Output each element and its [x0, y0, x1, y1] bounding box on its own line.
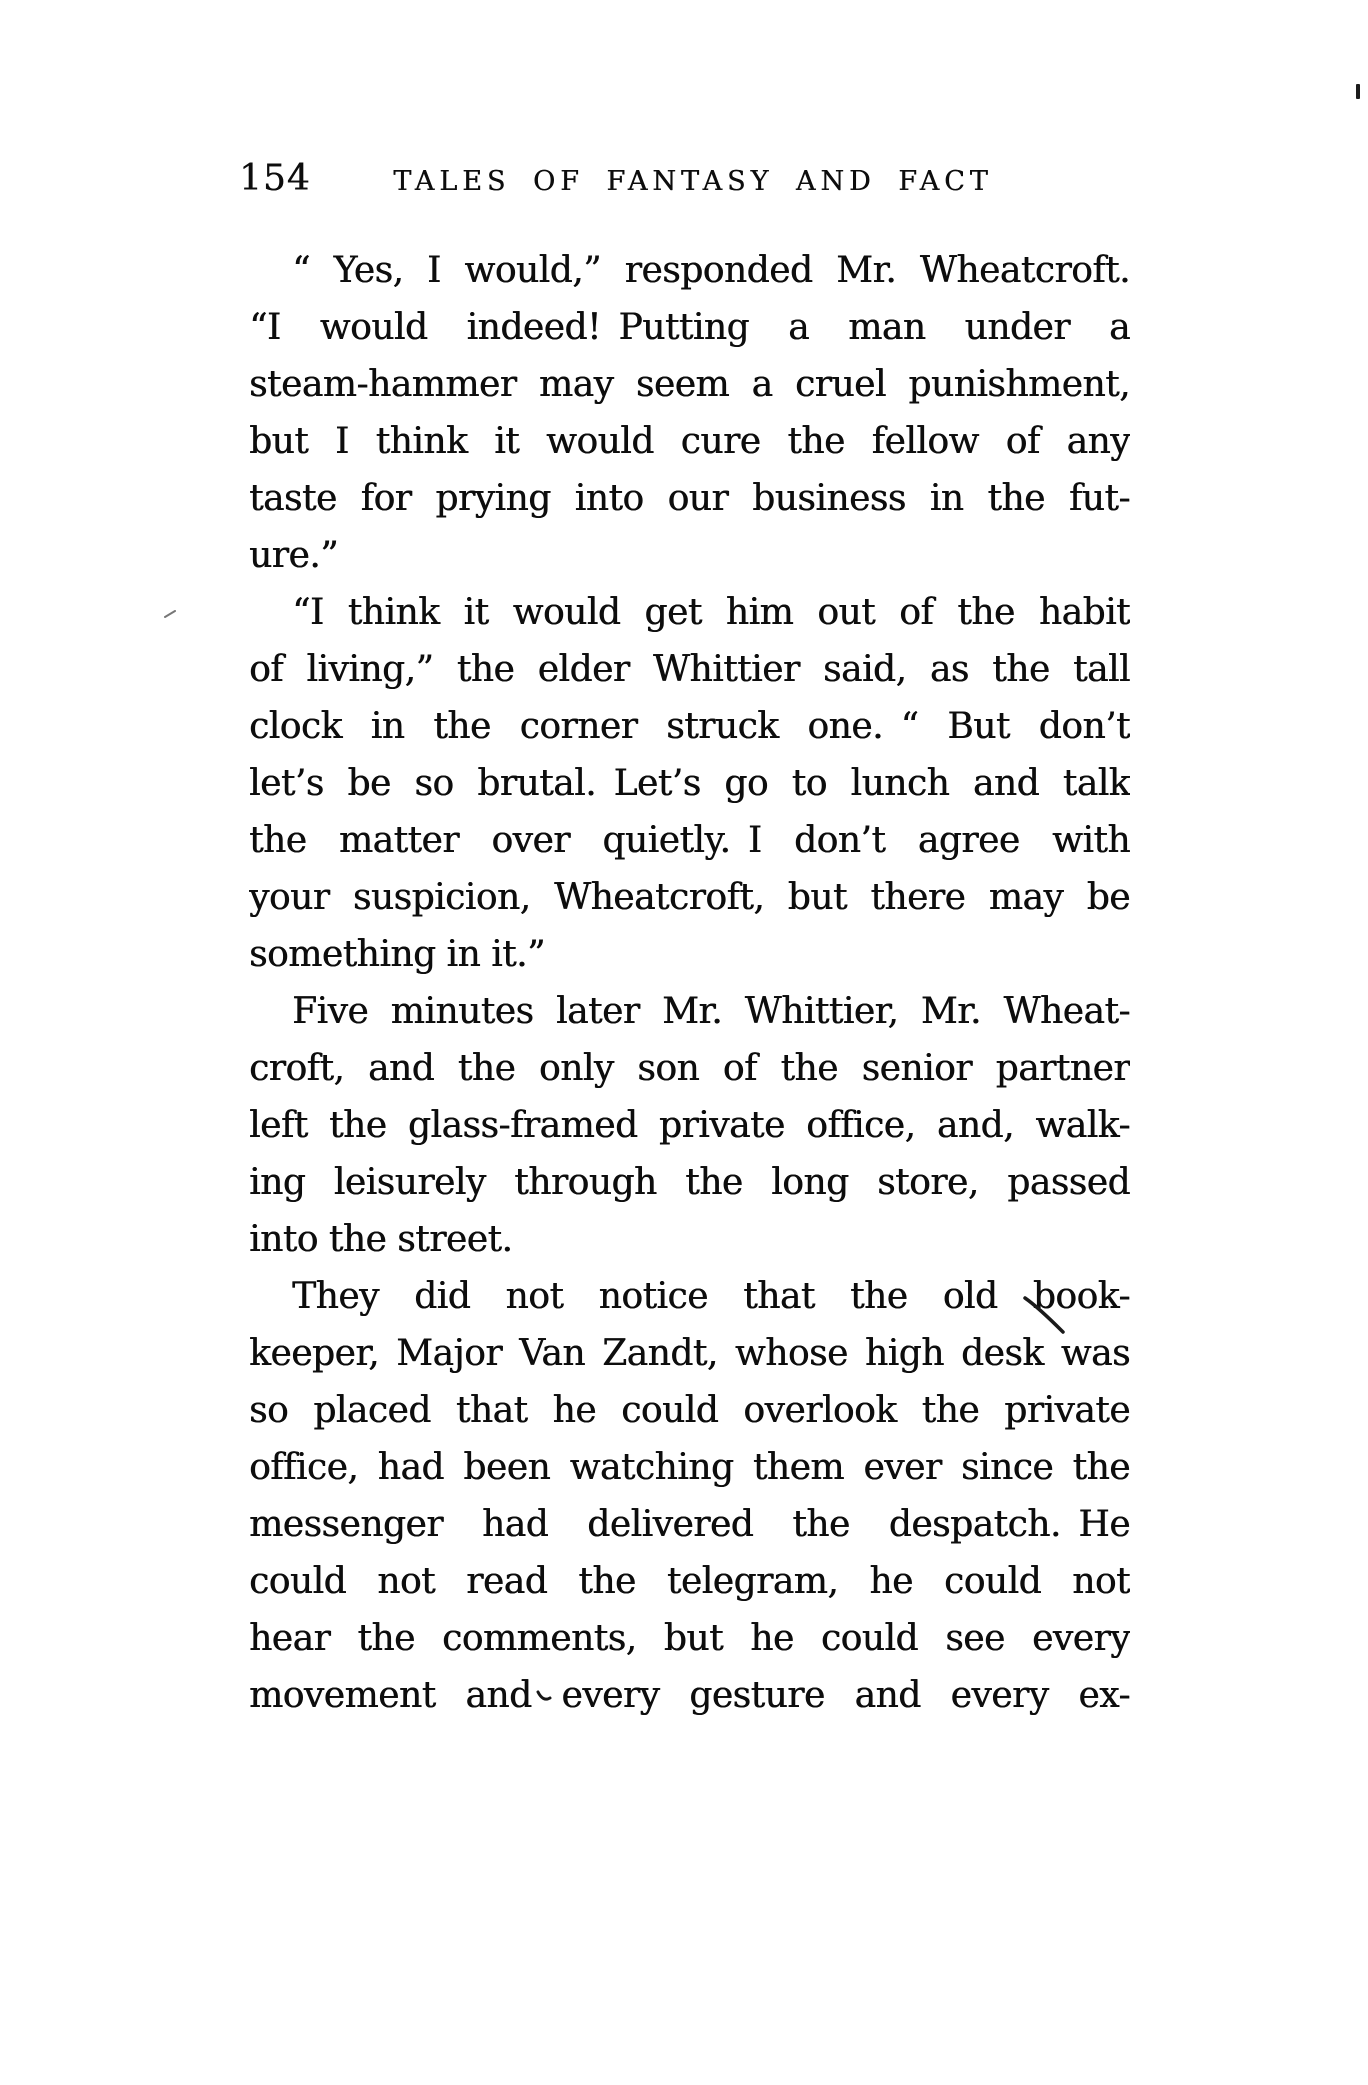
- margin-tick-artifact: [163, 609, 177, 619]
- text-line: your suspicion, Wheatcroft, but there may be: [249, 877, 1130, 918]
- text-line: “ Yes, I would,” responded Mr. Wheatcroft.: [292, 250, 1130, 291]
- text-line: steam-hammer may seem a cruel punishment,: [249, 364, 1130, 405]
- body-text-block: [249, 242, 1130, 1724]
- text-line: something in it.”: [249, 934, 545, 975]
- text-line: ure.”: [249, 535, 339, 576]
- text-line: clock in the corner struck one. “ But don’t: [249, 706, 1130, 747]
- text-line: ing leisurely through the long store, passed: [249, 1162, 1130, 1203]
- text-line: office, had been watching them ever since the: [249, 1447, 1130, 1488]
- text-line: let’s be so brutal. Let’s go to lunch and talk: [249, 763, 1130, 804]
- text-line: hear the comments, but he could see every: [249, 1618, 1130, 1659]
- text-line: “I would indeed! Putting a man under a: [249, 307, 1130, 348]
- text-line: “I think it would get him out of the habit: [292, 592, 1130, 633]
- text-line: the matter over quietly. I don’t agree with: [249, 820, 1130, 861]
- text-line: They did not notice that the old book-: [292, 1276, 1130, 1317]
- edge-speck-artifact: [1356, 84, 1360, 99]
- page-number: 154: [239, 158, 311, 199]
- text-line: keeper, Major Van Zandt, whose high desk was: [249, 1333, 1130, 1374]
- text-line: taste for prying into our business in the fut-: [249, 478, 1130, 519]
- text-line: messenger had delivered the despatch. He: [249, 1504, 1130, 1545]
- text-line: left the glass-framed private office, and, walk-: [249, 1105, 1130, 1146]
- paragraph: [249, 1268, 1130, 1724]
- text-line: but I think it would cure the fellow of any: [249, 421, 1130, 462]
- text-line: so placed that he could overlook the private: [249, 1390, 1130, 1431]
- paragraph: [249, 584, 1130, 983]
- paragraph: [249, 983, 1130, 1268]
- text-line: Five minutes later Mr. Whittier, Mr. Wheat-: [292, 991, 1130, 1032]
- text-line: into the street.: [249, 1219, 513, 1260]
- paragraph: [249, 242, 1130, 584]
- text-line: croft, and the only son of the senior partner: [249, 1048, 1130, 1089]
- text-line: of living,” the elder Whittier said, as the tall: [249, 649, 1130, 690]
- text-line: could not read the telegram, he could not: [249, 1561, 1130, 1602]
- running-header-title: TALES OF FANTASY AND FACT: [393, 166, 993, 197]
- text-line: movement and every gesture and every ex-: [249, 1675, 1130, 1716]
